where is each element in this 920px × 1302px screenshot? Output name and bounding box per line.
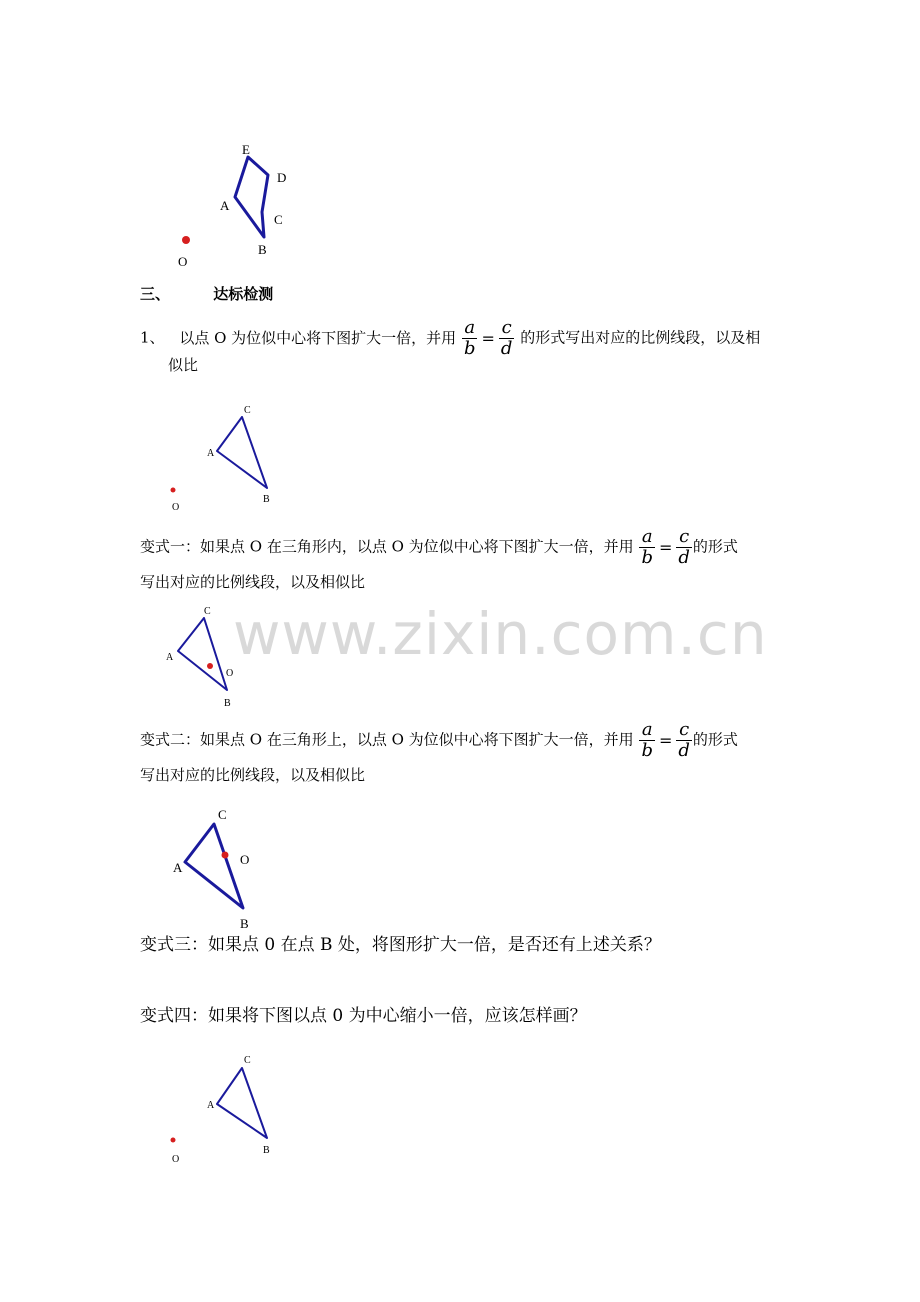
variant-2-text-before: 变式二：如果点 O 在三角形上，以点 O 为位似中心将下图扩大一倍，并用 xyxy=(140,730,634,749)
label-e: E xyxy=(242,142,250,157)
question-1: 1、 以点 O 为位似中心将下图扩大一倍，并用 $\frac{a}{b}$ = $\frac{c}{d}$ 的形式写出对应的比例线段，以及相 xyxy=(140,317,761,359)
label-o: O xyxy=(226,668,234,679)
triangle-abc xyxy=(217,417,267,488)
label-o: O xyxy=(172,1154,180,1165)
label-a: A xyxy=(173,860,183,875)
fraction-a-b: $\frac{a}{b}$ xyxy=(641,719,653,761)
point-o xyxy=(222,852,229,859)
variant-2-text-after: 的形式 xyxy=(692,730,738,749)
fraction-a-b: $\frac{a}{b}$ xyxy=(463,317,476,359)
label-o: O xyxy=(240,852,250,867)
variant-4: 变式四：如果将下图以点 0 为中心缩小一倍，应该怎样画？ xyxy=(140,1006,587,1026)
variant-1-line2: 写出对应的比例线段，以及相似比 xyxy=(140,573,366,591)
label-c: C xyxy=(204,606,211,617)
section-number: 三、 xyxy=(140,285,171,303)
section-title: 达标检测 xyxy=(213,285,274,303)
point-o xyxy=(171,1138,176,1143)
variant-2-line2: 写出对应的比例线段，以及相似比 xyxy=(140,766,366,784)
variant-1: 变式一：如果点 O 在三角形内，以点 O 为位似中心将下图扩大一倍，并用 $\frac{a}{b}$ = $\frac{c}{d}$ 的形式 xyxy=(140,526,738,568)
fraction-c-d: $\frac{c}{d}$ xyxy=(678,719,690,761)
fraction-c-d: $\frac{c}{d}$ xyxy=(678,526,690,568)
variant-2: 变式二：如果点 O 在三角形上，以点 O 为位似中心将下图扩大一倍，并用 $\frac{a}{b}$ = $\frac{c}{d}$ 的形式 xyxy=(140,719,738,761)
section-heading xyxy=(140,283,273,305)
label-o: O xyxy=(178,254,188,269)
label-a: A xyxy=(166,652,174,663)
watermark: www.zixin.com.cn xyxy=(233,600,768,668)
fraction-a-b: $\frac{a}{b}$ xyxy=(641,526,653,568)
pentagon-abcde xyxy=(235,157,268,237)
point-o xyxy=(207,663,213,669)
label-b: B xyxy=(240,916,249,931)
label-b: B xyxy=(263,1145,270,1156)
point-o xyxy=(182,236,190,244)
label-b: B xyxy=(258,242,267,257)
question-text-before: 以点 O 为位似中心将下图扩大一倍，并用 xyxy=(179,328,457,347)
label-c: C xyxy=(244,405,251,416)
triangle-abc xyxy=(217,1068,267,1138)
label-b: B xyxy=(263,494,270,505)
variant-1-text-after: 的形式 xyxy=(692,537,738,556)
question-number: 1、 xyxy=(140,328,165,347)
label-a: A xyxy=(207,1100,215,1111)
question-1-line2: 似比 xyxy=(168,356,199,374)
variant-1-text-before: 变式一：如果点 O 在三角形内，以点 O 为位似中心将下图扩大一倍，并用 xyxy=(140,537,634,556)
variant-3: 变式三：如果点 0 在点 B 处，将图形扩大一倍，是否还有上述关系？ xyxy=(140,935,661,955)
label-o: O xyxy=(172,502,180,513)
point-o xyxy=(171,488,176,493)
question-text-after: 的形式写出对应的比例线段，以及相 xyxy=(520,328,761,347)
triangle-abc xyxy=(185,824,243,908)
label-c: C xyxy=(218,807,227,822)
label-b: B xyxy=(224,698,231,709)
label-c: C xyxy=(244,1055,251,1066)
label-a: A xyxy=(207,448,215,459)
triangle-abc xyxy=(178,618,227,690)
label-c: C xyxy=(274,212,283,227)
label-a: A xyxy=(220,198,230,213)
fraction-c-d: $\frac{c}{d}$ xyxy=(500,317,513,359)
label-d: D xyxy=(277,170,287,185)
